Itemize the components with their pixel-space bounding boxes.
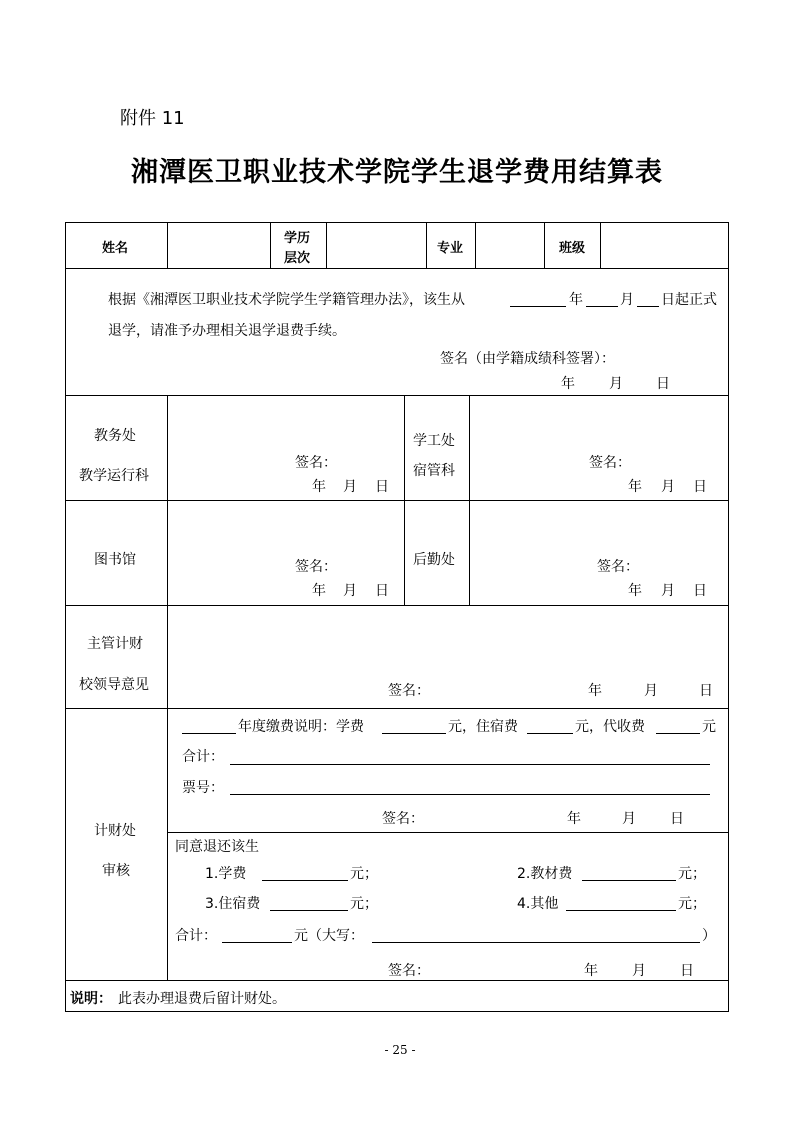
registrar-signature-label: 签名（由学籍成绩科签署）：: [440, 351, 615, 367]
refund-item-other-yuan: 元；: [678, 896, 706, 912]
registrar-date-year: 年: [561, 376, 575, 392]
logistics-sign-label: 签名：: [597, 559, 639, 575]
registrar-month: 月: [620, 292, 634, 308]
student-affairs-label: 学工处: [413, 433, 455, 449]
logistics-date-year: 年: [628, 583, 642, 599]
refund-sign-label: 签名：: [388, 963, 430, 979]
receipt-number-label: 票号：: [182, 780, 224, 796]
registrar-day-suffix: 日起正式: [661, 292, 717, 308]
finance-audit-label: 审核: [102, 863, 130, 879]
academic-date-year: 年: [312, 479, 326, 495]
academic-sign-label: 签名：: [295, 455, 337, 471]
fee-description-label: 年度缴费说明：学费: [238, 719, 364, 735]
major-label: 专业: [437, 241, 464, 256]
registrar-date-month: 月: [609, 376, 623, 392]
logistics-date-day: 日: [693, 583, 707, 599]
refund-item-other: 4.其他: [517, 896, 559, 912]
finance-office-label: 计财处: [94, 823, 136, 839]
refund-item-housing-yuan: 元；: [350, 896, 378, 912]
fee-housing-label: 元，住宿费: [448, 719, 518, 735]
refund-item-tuition-yuan: 元；: [350, 866, 378, 882]
refund-close-paren: ）: [702, 928, 716, 944]
dorm-date-year: 年: [628, 479, 642, 495]
refund-item-textbook: 2.教材费: [517, 866, 573, 882]
education-level-label-line1: 学历: [284, 231, 311, 246]
registrar-text-line2: 退学，请准予办理相关退学退费手续。: [108, 323, 346, 339]
registrar-year: 年: [569, 292, 583, 308]
leader-date-day: 日: [699, 683, 713, 699]
refund-date-year: 年: [584, 963, 598, 979]
finance-date-year: 年: [567, 811, 581, 827]
finance-leader-label-line1: 主管计财: [87, 636, 143, 652]
page-title: 湘潭医卫职业技术学院学生退学费用结算表: [131, 157, 663, 188]
refund-item-housing: 3.住宿费: [205, 896, 261, 912]
dorm-management-label: 宿管科: [413, 463, 455, 479]
dorm-date-day: 日: [693, 479, 707, 495]
finance-sign-label: 签名：: [382, 811, 424, 827]
attachment-label: 附件 11: [120, 108, 185, 129]
fee-yuan-end: 元: [702, 719, 716, 735]
academic-date-month: 月: [343, 479, 357, 495]
refund-intro: 同意退还该生: [175, 839, 259, 855]
registrar-date-day: 日: [656, 376, 670, 392]
logistics-date-month: 月: [661, 583, 675, 599]
education-level-label-line2: 层次: [284, 251, 311, 266]
academic-date-day: 日: [375, 479, 389, 495]
refund-item-tuition: 1.学费: [205, 866, 247, 882]
page-number: - 25 -: [384, 1043, 416, 1057]
refund-date-month: 月: [632, 963, 646, 979]
academic-affairs-label: 教务处: [94, 428, 136, 444]
fee-total-label: 合计：: [182, 749, 224, 765]
note-text: 此表办理退费后留计财处。: [118, 991, 286, 1007]
leader-sign-label: 签名：: [388, 683, 430, 699]
fee-agency-label: 元，代收费: [575, 719, 645, 735]
library-date-month: 月: [343, 583, 357, 599]
teaching-operation-label: 教学运行科: [79, 468, 149, 484]
refund-date-day: 日: [680, 963, 694, 979]
library-label: 图书馆: [94, 552, 136, 568]
finance-date-month: 月: [622, 811, 636, 827]
finance-date-day: 日: [670, 811, 684, 827]
note-label: 说明：: [70, 991, 112, 1007]
registrar-text-prefix: 根据《湘潭医卫职业技术学院学生学籍管理办法》，该生从: [108, 292, 465, 308]
library-date-year: 年: [312, 583, 326, 599]
name-label: 姓名: [102, 241, 129, 256]
leader-date-year: 年: [588, 683, 602, 699]
finance-leader-label-line2: 校领导意见: [79, 677, 149, 693]
refund-yuan-capital-label: 元（大写：: [294, 928, 364, 944]
dorm-date-month: 月: [661, 479, 675, 495]
library-date-day: 日: [375, 583, 389, 599]
refund-item-textbook-yuan: 元；: [678, 866, 706, 882]
refund-total-label: 合计：: [175, 928, 217, 944]
library-sign-label: 签名：: [295, 559, 337, 575]
logistics-label: 后勤处: [413, 552, 455, 568]
dorm-sign-label: 签名：: [589, 455, 631, 471]
leader-date-month: 月: [644, 683, 658, 699]
class-label: 班级: [559, 241, 586, 256]
